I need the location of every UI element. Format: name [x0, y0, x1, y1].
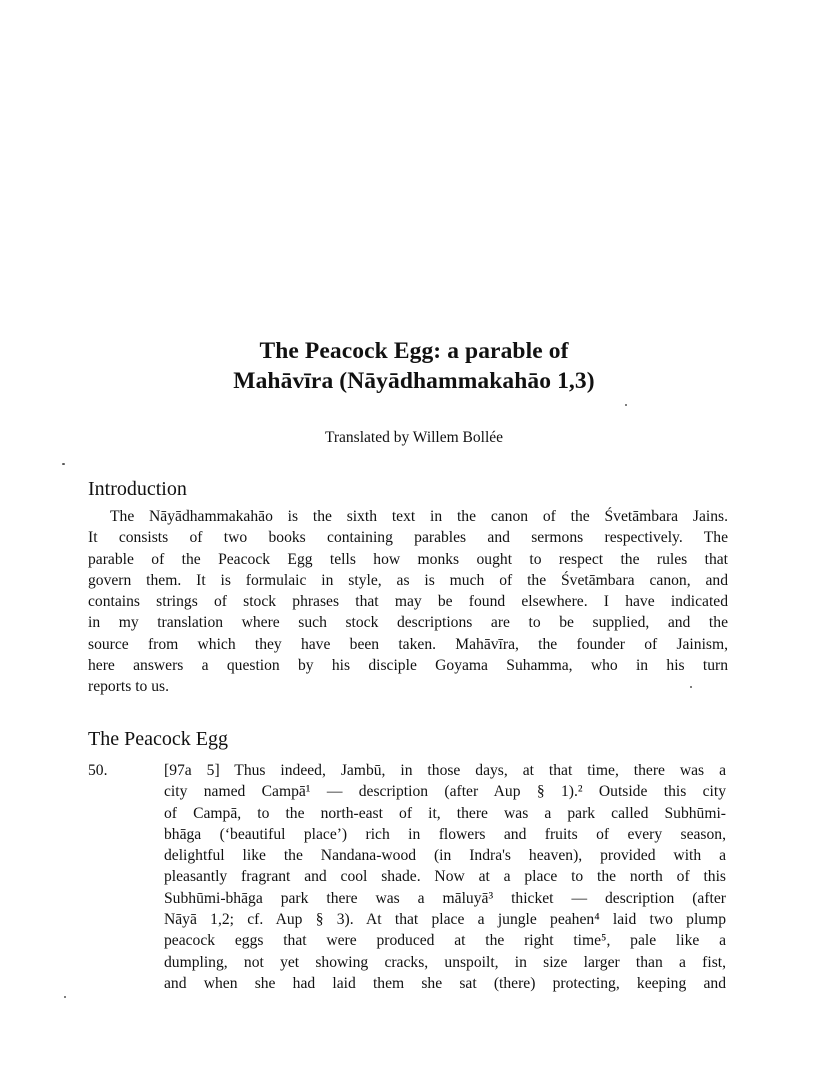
- egg-line-2: city named Campā¹ — description (after Aup § 1).² Outside this city: [164, 783, 726, 801]
- paragraph-number: 50.: [88, 762, 108, 779]
- egg-line-5: delightful like the Nandana-wood (in Indra's heaven), provided with a: [164, 847, 726, 865]
- document-title: [0, 336, 828, 396]
- intro-line-7: source from which they have been taken. Mahāvīra, the founder of Jainism,: [88, 635, 728, 653]
- translator-credit: Translated by Willem Bollée: [324, 429, 504, 446]
- intro-line-1: The Nāyādhammakahāo is the sixth text in the canon of the Śvetāmbara Jains.: [110, 508, 728, 525]
- scan-speck: [625, 404, 627, 406]
- intro-line-4: govern them. It is formulaic in style, as is much of the Śvetāmbara canon, and: [88, 571, 728, 589]
- egg-line-9: peacock eggs that were produced at the right time⁵, pale like a: [164, 932, 726, 950]
- intro-line-6: in my translation where such stock descriptions are to be supplied, and the: [88, 614, 728, 632]
- introduction-paragraph: [88, 506, 728, 698]
- intro-line-5: contains strings of stock phrases that may be found elsewhere. I have indicated: [88, 593, 728, 611]
- title-line-2: Mahāvīra (Nāyādhammakahāo 1,3): [233, 368, 595, 394]
- scan-speck: [62, 463, 65, 465]
- intro-line-9: reports to us.: [88, 678, 169, 696]
- peacock-egg-heading: The Peacock Egg: [88, 728, 228, 750]
- egg-line-7: Subhūmi-bhāga park there was a māluyā³ thicket — description (after: [164, 889, 726, 907]
- egg-line-4: bhāga (‘beautiful place’) rich in flowers and fruits of every season,: [164, 825, 726, 843]
- intro-line-8: here answers a question by his disciple Goyama Suhamma, who in his turn: [88, 657, 728, 675]
- title-line-1: The Peacock Egg: a parable of: [259, 338, 569, 364]
- introduction-heading: Introduction: [88, 478, 187, 500]
- scan-speck: [64, 996, 66, 998]
- intro-line-3: parable of the Peacock Egg tells how monks ought to respect the rules that: [88, 550, 728, 568]
- egg-line-6: pleasantly fragrant and cool shade. Now at a place to the north of this: [164, 868, 726, 886]
- scan-speck: [690, 686, 692, 688]
- egg-line-1: [97a 5] Thus indeed, Jambū, in those days, at that time, there was a: [164, 762, 726, 779]
- peacock-egg-paragraph: [164, 760, 726, 994]
- egg-line-11: and when she had laid them she sat (there) protecting, keeping and: [164, 974, 726, 992]
- intro-line-2: It consists of two books containing parables and sermons respectively. The: [88, 529, 728, 547]
- egg-line-10: dumpling, not yet showing cracks, unspoilt, in size larger than a fist,: [164, 953, 726, 971]
- egg-line-3: of Campā, to the north-east of it, there was a park called Subhūmi-: [164, 804, 726, 822]
- egg-line-8: Nāyā 1,2; cf. Aup § 3). At that place a jungle peahen⁴ laid two plump: [164, 911, 726, 929]
